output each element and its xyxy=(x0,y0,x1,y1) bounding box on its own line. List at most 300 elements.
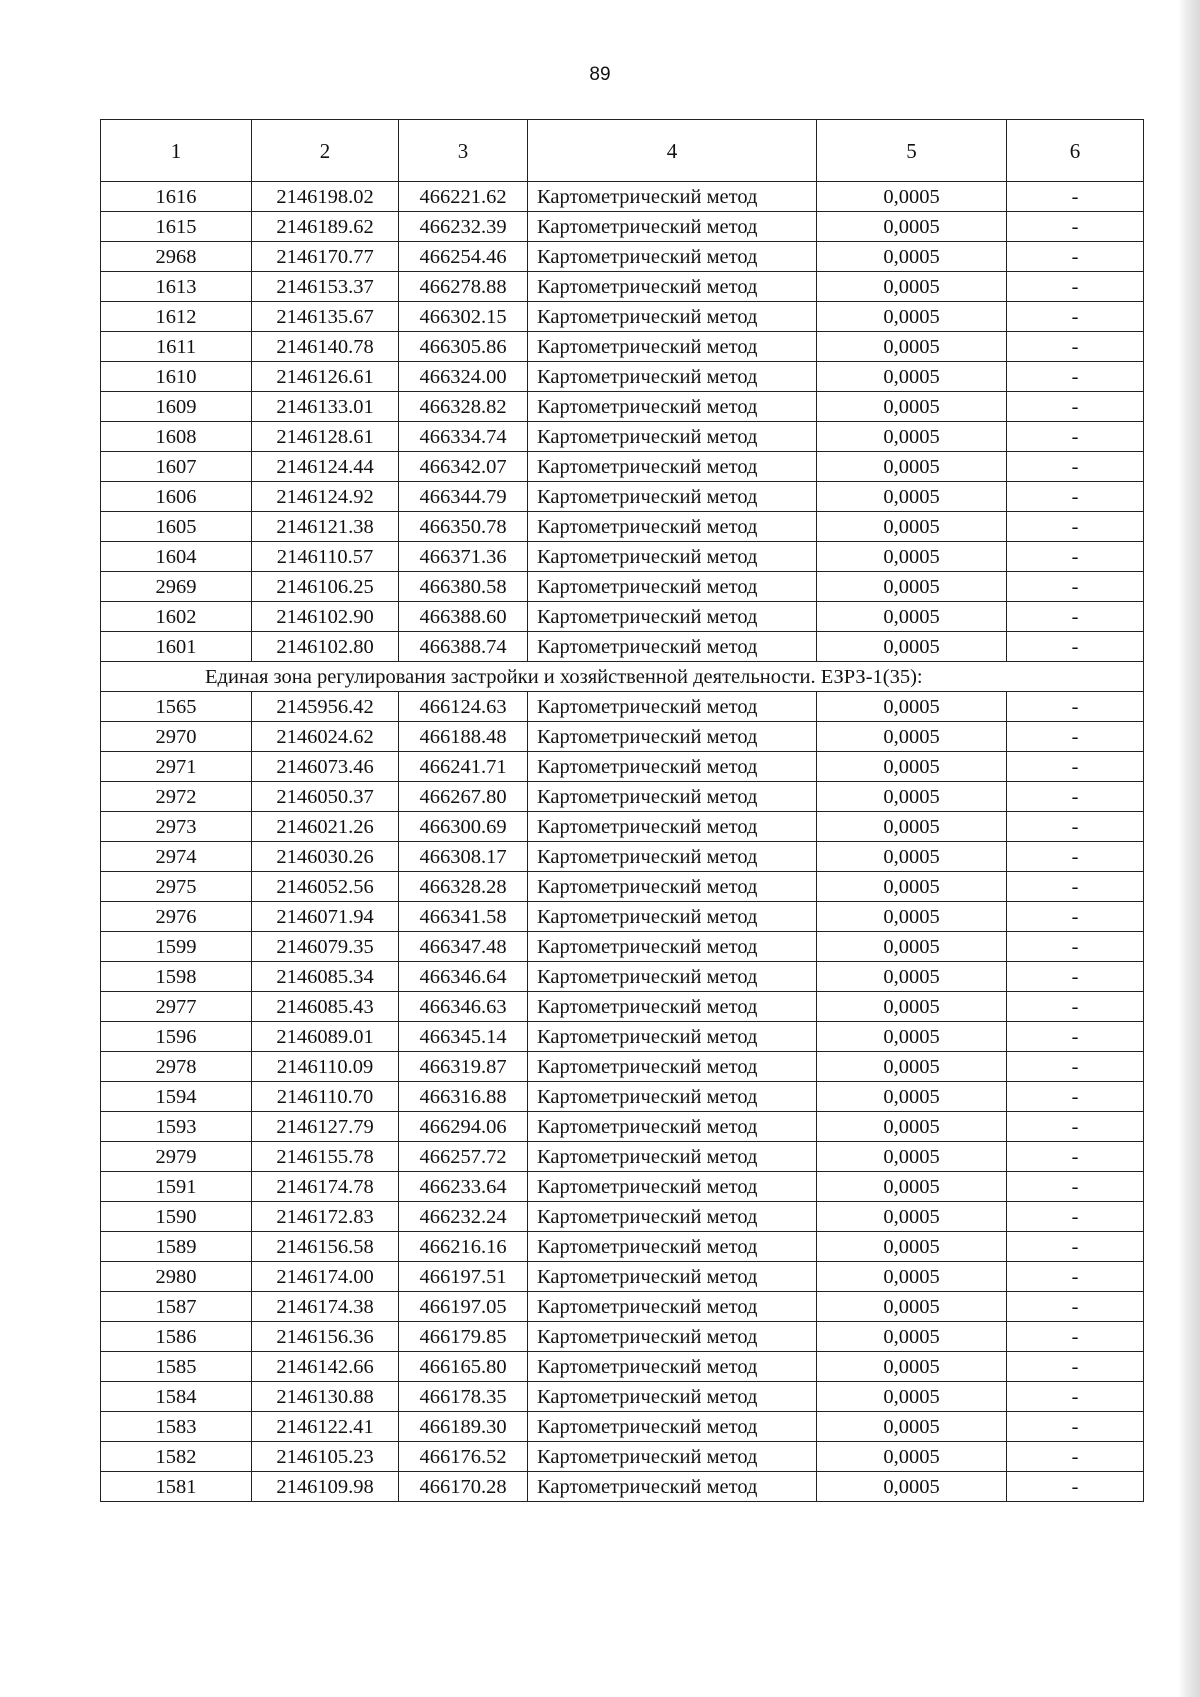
cell-note: - xyxy=(1007,902,1144,932)
cell-x-coordinate: 2146140.78 xyxy=(252,332,399,362)
cell-point-number: 1606 xyxy=(101,482,252,512)
cell-y-coordinate: 466197.05 xyxy=(399,1292,528,1322)
cell-point-number: 1610 xyxy=(101,362,252,392)
cell-point-number: 1604 xyxy=(101,542,252,572)
cell-note: - xyxy=(1007,1292,1144,1322)
cell-method: Картометрический метод xyxy=(528,962,817,992)
cell-method: Картометрический метод xyxy=(528,182,817,212)
table-row xyxy=(101,332,1144,362)
table-row xyxy=(101,902,1144,932)
cell-x-coordinate: 2146079.35 xyxy=(252,932,399,962)
cell-x-coordinate: 2146198.02 xyxy=(252,182,399,212)
table-row xyxy=(101,422,1144,452)
cell-y-coordinate: 466305.86 xyxy=(399,332,528,362)
cell-note: - xyxy=(1007,1322,1144,1352)
cell-x-coordinate: 2146024.62 xyxy=(252,722,399,752)
table-row xyxy=(101,1052,1144,1082)
cell-point-number: 1581 xyxy=(101,1472,252,1502)
cell-y-coordinate: 466302.15 xyxy=(399,302,528,332)
cell-method: Картометрический метод xyxy=(528,1232,817,1262)
cell-y-coordinate: 466342.07 xyxy=(399,452,528,482)
cell-point-number: 1607 xyxy=(101,452,252,482)
section-title: Единая зона регулирования застройки и хозяйственной деятельности. ЕЗРЗ-1(35): xyxy=(101,662,1144,692)
cell-method: Картометрический метод xyxy=(528,932,817,962)
cell-method: Картометрический метод xyxy=(528,632,817,662)
scan-edge xyxy=(1178,0,1200,1697)
cell-x-coordinate: 2146133.01 xyxy=(252,392,399,422)
cell-point-number: 1615 xyxy=(101,212,252,242)
cell-x-coordinate: 2146071.94 xyxy=(252,902,399,932)
table-row xyxy=(101,212,1144,242)
cell-note: - xyxy=(1007,602,1144,632)
cell-note: - xyxy=(1007,332,1144,362)
cell-x-coordinate: 2146174.78 xyxy=(252,1172,399,1202)
cell-method: Картометрический метод xyxy=(528,1322,817,1352)
cell-y-coordinate: 466319.87 xyxy=(399,1052,528,1082)
cell-note: - xyxy=(1007,422,1144,452)
table-row xyxy=(101,932,1144,962)
cell-point-number: 1613 xyxy=(101,272,252,302)
cell-accuracy: 0,0005 xyxy=(817,1172,1007,1202)
cell-accuracy: 0,0005 xyxy=(817,932,1007,962)
cell-y-coordinate: 466388.74 xyxy=(399,632,528,662)
cell-x-coordinate: 2146085.43 xyxy=(252,992,399,1022)
cell-method: Картометрический метод xyxy=(528,212,817,242)
cell-note: - xyxy=(1007,1262,1144,1292)
cell-point-number: 1594 xyxy=(101,1082,252,1112)
cell-note: - xyxy=(1007,1472,1144,1502)
coordinates-table xyxy=(100,119,1144,1502)
cell-y-coordinate: 466308.17 xyxy=(399,842,528,872)
table-row xyxy=(101,1202,1144,1232)
cell-y-coordinate: 466328.82 xyxy=(399,392,528,422)
table-row xyxy=(101,782,1144,812)
table-row xyxy=(101,482,1144,512)
cell-accuracy: 0,0005 xyxy=(817,242,1007,272)
cell-note: - xyxy=(1007,632,1144,662)
table-row xyxy=(101,632,1144,662)
cell-note: - xyxy=(1007,452,1144,482)
cell-note: - xyxy=(1007,542,1144,572)
cell-method: Картометрический метод xyxy=(528,362,817,392)
cell-accuracy: 0,0005 xyxy=(817,1412,1007,1442)
cell-note: - xyxy=(1007,1382,1144,1412)
cell-method: Картометрический метод xyxy=(528,752,817,782)
table-row xyxy=(101,542,1144,572)
cell-method: Картометрический метод xyxy=(528,692,817,722)
cell-accuracy: 0,0005 xyxy=(817,782,1007,812)
cell-point-number: 1596 xyxy=(101,1022,252,1052)
cell-accuracy: 0,0005 xyxy=(817,1082,1007,1112)
cell-note: - xyxy=(1007,512,1144,542)
cell-y-coordinate: 466344.79 xyxy=(399,482,528,512)
cell-accuracy: 0,0005 xyxy=(817,1202,1007,1232)
cell-x-coordinate: 2146110.09 xyxy=(252,1052,399,1082)
cell-note: - xyxy=(1007,362,1144,392)
cell-point-number: 1599 xyxy=(101,932,252,962)
table-row xyxy=(101,302,1144,332)
cell-method: Картометрический метод xyxy=(528,1052,817,1082)
cell-note: - xyxy=(1007,1412,1144,1442)
cell-accuracy: 0,0005 xyxy=(817,392,1007,422)
cell-y-coordinate: 466179.85 xyxy=(399,1322,528,1352)
cell-accuracy: 0,0005 xyxy=(817,1382,1007,1412)
cell-x-coordinate: 2146153.37 xyxy=(252,272,399,302)
table-row xyxy=(101,572,1144,602)
cell-note: - xyxy=(1007,1052,1144,1082)
cell-y-coordinate: 466267.80 xyxy=(399,782,528,812)
cell-y-coordinate: 466278.88 xyxy=(399,272,528,302)
cell-y-coordinate: 466371.36 xyxy=(399,542,528,572)
cell-note: - xyxy=(1007,1442,1144,1472)
cell-method: Картометрический метод xyxy=(528,302,817,332)
cell-accuracy: 0,0005 xyxy=(817,962,1007,992)
cell-point-number: 1601 xyxy=(101,632,252,662)
cell-x-coordinate: 2146170.77 xyxy=(252,242,399,272)
table-row xyxy=(101,1172,1144,1202)
cell-note: - xyxy=(1007,482,1144,512)
header-cell-4: 4 xyxy=(528,120,817,182)
cell-x-coordinate: 2146155.78 xyxy=(252,1142,399,1172)
cell-accuracy: 0,0005 xyxy=(817,1352,1007,1382)
cell-x-coordinate: 2146105.23 xyxy=(252,1442,399,1472)
cell-x-coordinate: 2146110.70 xyxy=(252,1082,399,1112)
cell-point-number: 1608 xyxy=(101,422,252,452)
cell-x-coordinate: 2146030.26 xyxy=(252,842,399,872)
cell-method: Картометрический метод xyxy=(528,422,817,452)
cell-method: Картометрический метод xyxy=(528,392,817,422)
cell-y-coordinate: 466294.06 xyxy=(399,1112,528,1142)
cell-note: - xyxy=(1007,842,1144,872)
cell-point-number: 1565 xyxy=(101,692,252,722)
cell-accuracy: 0,0005 xyxy=(817,572,1007,602)
cell-y-coordinate: 466241.71 xyxy=(399,752,528,782)
cell-method: Картометрический метод xyxy=(528,272,817,302)
cell-accuracy: 0,0005 xyxy=(817,512,1007,542)
cell-note: - xyxy=(1007,1352,1144,1382)
cell-method: Картометрический метод xyxy=(528,1292,817,1322)
cell-accuracy: 0,0005 xyxy=(817,1262,1007,1292)
table-row xyxy=(101,182,1144,212)
cell-y-coordinate: 466232.24 xyxy=(399,1202,528,1232)
cell-accuracy: 0,0005 xyxy=(817,1112,1007,1142)
cell-point-number: 1584 xyxy=(101,1382,252,1412)
cell-note: - xyxy=(1007,242,1144,272)
cell-x-coordinate: 2146073.46 xyxy=(252,752,399,782)
cell-point-number: 1583 xyxy=(101,1412,252,1442)
cell-accuracy: 0,0005 xyxy=(817,272,1007,302)
cell-method: Картометрический метод xyxy=(528,1172,817,1202)
table-row xyxy=(101,1322,1144,1352)
cell-point-number: 1611 xyxy=(101,332,252,362)
table-row xyxy=(101,242,1144,272)
cell-note: - xyxy=(1007,392,1144,422)
cell-note: - xyxy=(1007,1232,1144,1262)
cell-accuracy: 0,0005 xyxy=(817,482,1007,512)
cell-x-coordinate: 2146089.01 xyxy=(252,1022,399,1052)
page-number: 89 xyxy=(589,64,611,85)
cell-point-number: 1605 xyxy=(101,512,252,542)
cell-y-coordinate: 466176.52 xyxy=(399,1442,528,1472)
cell-method: Картометрический метод xyxy=(528,1202,817,1232)
cell-y-coordinate: 466346.63 xyxy=(399,992,528,1022)
cell-point-number: 2970 xyxy=(101,722,252,752)
cell-method: Картометрический метод xyxy=(528,1382,817,1412)
cell-point-number: 1585 xyxy=(101,1352,252,1382)
cell-note: - xyxy=(1007,782,1144,812)
cell-note: - xyxy=(1007,692,1144,722)
cell-note: - xyxy=(1007,182,1144,212)
cell-y-coordinate: 466388.60 xyxy=(399,602,528,632)
cell-accuracy: 0,0005 xyxy=(817,212,1007,242)
cell-accuracy: 0,0005 xyxy=(817,842,1007,872)
cell-point-number: 2973 xyxy=(101,812,252,842)
cell-y-coordinate: 466380.58 xyxy=(399,572,528,602)
cell-x-coordinate: 2146106.25 xyxy=(252,572,399,602)
table-row xyxy=(101,1382,1144,1412)
cell-x-coordinate: 2146109.98 xyxy=(252,1472,399,1502)
cell-x-coordinate: 2146156.36 xyxy=(252,1322,399,1352)
header-cell-2: 2 xyxy=(252,120,399,182)
cell-y-coordinate: 466188.48 xyxy=(399,722,528,752)
cell-point-number: 2978 xyxy=(101,1052,252,1082)
cell-point-number: 2975 xyxy=(101,872,252,902)
cell-point-number: 1590 xyxy=(101,1202,252,1232)
cell-accuracy: 0,0005 xyxy=(817,992,1007,1022)
cell-y-coordinate: 466334.74 xyxy=(399,422,528,452)
cell-x-coordinate: 2146021.26 xyxy=(252,812,399,842)
table-row xyxy=(101,1082,1144,1112)
cell-point-number: 2980 xyxy=(101,1262,252,1292)
cell-x-coordinate: 2146122.41 xyxy=(252,1412,399,1442)
table-row xyxy=(101,1292,1144,1322)
cell-note: - xyxy=(1007,1172,1144,1202)
cell-accuracy: 0,0005 xyxy=(817,1472,1007,1502)
cell-point-number: 1591 xyxy=(101,1172,252,1202)
cell-x-coordinate: 2146156.58 xyxy=(252,1232,399,1262)
cell-y-coordinate: 466350.78 xyxy=(399,512,528,542)
table-row xyxy=(101,872,1144,902)
cell-x-coordinate: 2146124.44 xyxy=(252,452,399,482)
cell-accuracy: 0,0005 xyxy=(817,752,1007,782)
table-row xyxy=(101,1472,1144,1502)
cell-method: Картометрический метод xyxy=(528,1142,817,1172)
table-row xyxy=(101,392,1144,422)
cell-y-coordinate: 466346.64 xyxy=(399,962,528,992)
cell-point-number: 1587 xyxy=(101,1292,252,1322)
cell-accuracy: 0,0005 xyxy=(817,692,1007,722)
cell-y-coordinate: 466233.64 xyxy=(399,1172,528,1202)
cell-accuracy: 0,0005 xyxy=(817,602,1007,632)
cell-method: Картометрический метод xyxy=(528,1022,817,1052)
table-header xyxy=(101,120,1144,182)
cell-method: Картометрический метод xyxy=(528,722,817,752)
cell-point-number: 1598 xyxy=(101,962,252,992)
table-row xyxy=(101,1142,1144,1172)
table-row xyxy=(101,1022,1144,1052)
cell-point-number: 2969 xyxy=(101,572,252,602)
table-row xyxy=(101,692,1144,722)
cell-x-coordinate: 2146128.61 xyxy=(252,422,399,452)
table-row xyxy=(101,1232,1144,1262)
table-row xyxy=(101,842,1144,872)
cell-x-coordinate: 2145956.42 xyxy=(252,692,399,722)
table-row xyxy=(101,1442,1144,1472)
cell-note: - xyxy=(1007,992,1144,1022)
cell-accuracy: 0,0005 xyxy=(817,452,1007,482)
cell-point-number: 1589 xyxy=(101,1232,252,1262)
table-row xyxy=(101,1412,1144,1442)
cell-point-number: 2976 xyxy=(101,902,252,932)
cell-y-coordinate: 466316.88 xyxy=(399,1082,528,1112)
cell-y-coordinate: 466170.28 xyxy=(399,1472,528,1502)
table-row xyxy=(101,362,1144,392)
cell-note: - xyxy=(1007,1202,1144,1232)
cell-method: Картометрический метод xyxy=(528,782,817,812)
table-row xyxy=(101,992,1144,1022)
cell-accuracy: 0,0005 xyxy=(817,812,1007,842)
cell-accuracy: 0,0005 xyxy=(817,1322,1007,1352)
cell-point-number: 1609 xyxy=(101,392,252,422)
cell-method: Картометрический метод xyxy=(528,842,817,872)
cell-y-coordinate: 466197.51 xyxy=(399,1262,528,1292)
cell-x-coordinate: 2146172.83 xyxy=(252,1202,399,1232)
table-body xyxy=(101,182,1144,1502)
cell-note: - xyxy=(1007,272,1144,302)
cell-x-coordinate: 2146124.92 xyxy=(252,482,399,512)
cell-note: - xyxy=(1007,212,1144,242)
header-cell-5: 5 xyxy=(817,120,1007,182)
cell-y-coordinate: 466165.80 xyxy=(399,1352,528,1382)
table-row xyxy=(101,752,1144,782)
cell-accuracy: 0,0005 xyxy=(817,422,1007,452)
cell-y-coordinate: 466221.62 xyxy=(399,182,528,212)
cell-accuracy: 0,0005 xyxy=(817,1232,1007,1262)
cell-point-number: 1612 xyxy=(101,302,252,332)
cell-accuracy: 0,0005 xyxy=(817,632,1007,662)
cell-accuracy: 0,0005 xyxy=(817,332,1007,362)
cell-y-coordinate: 466257.72 xyxy=(399,1142,528,1172)
cell-note: - xyxy=(1007,872,1144,902)
cell-y-coordinate: 466345.14 xyxy=(399,1022,528,1052)
cell-method: Картометрический метод xyxy=(528,1412,817,1442)
cell-x-coordinate: 2146174.38 xyxy=(252,1292,399,1322)
cell-x-coordinate: 2146127.79 xyxy=(252,1112,399,1142)
cell-note: - xyxy=(1007,932,1144,962)
cell-method: Картометрический метод xyxy=(528,1352,817,1382)
header-row xyxy=(101,120,1144,182)
cell-point-number: 1582 xyxy=(101,1442,252,1472)
cell-point-number: 2972 xyxy=(101,782,252,812)
cell-method: Картометрический метод xyxy=(528,542,817,572)
cell-method: Картометрический метод xyxy=(528,1262,817,1292)
cell-accuracy: 0,0005 xyxy=(817,182,1007,212)
cell-accuracy: 0,0005 xyxy=(817,302,1007,332)
cell-note: - xyxy=(1007,1142,1144,1172)
cell-point-number: 2968 xyxy=(101,242,252,272)
cell-point-number: 2979 xyxy=(101,1142,252,1172)
cell-method: Картометрический метод xyxy=(528,1442,817,1472)
cell-method: Картометрический метод xyxy=(528,242,817,272)
cell-point-number: 1616 xyxy=(101,182,252,212)
cell-y-coordinate: 466254.46 xyxy=(399,242,528,272)
cell-y-coordinate: 466341.58 xyxy=(399,902,528,932)
cell-method: Картометрический метод xyxy=(528,812,817,842)
cell-x-coordinate: 2146121.38 xyxy=(252,512,399,542)
cell-x-coordinate: 2146126.61 xyxy=(252,362,399,392)
table-row xyxy=(101,1262,1144,1292)
cell-note: - xyxy=(1007,812,1144,842)
cell-note: - xyxy=(1007,1082,1144,1112)
table-row xyxy=(101,452,1144,482)
cell-accuracy: 0,0005 xyxy=(817,1142,1007,1172)
section-row xyxy=(101,662,1144,692)
cell-accuracy: 0,0005 xyxy=(817,362,1007,392)
header-cell-1: 1 xyxy=(101,120,252,182)
table-row xyxy=(101,962,1144,992)
cell-note: - xyxy=(1007,722,1144,752)
cell-x-coordinate: 2146189.62 xyxy=(252,212,399,242)
cell-y-coordinate: 466124.63 xyxy=(399,692,528,722)
cell-x-coordinate: 2146174.00 xyxy=(252,1262,399,1292)
cell-accuracy: 0,0005 xyxy=(817,902,1007,932)
cell-point-number: 1593 xyxy=(101,1112,252,1142)
cell-method: Картометрический метод xyxy=(528,482,817,512)
cell-note: - xyxy=(1007,572,1144,602)
cell-method: Картометрический метод xyxy=(528,872,817,902)
cell-note: - xyxy=(1007,302,1144,332)
cell-method: Картометрический метод xyxy=(528,992,817,1022)
cell-accuracy: 0,0005 xyxy=(817,1292,1007,1322)
cell-y-coordinate: 466347.48 xyxy=(399,932,528,962)
cell-y-coordinate: 466300.69 xyxy=(399,812,528,842)
cell-x-coordinate: 2146142.66 xyxy=(252,1352,399,1382)
cell-method: Картометрический метод xyxy=(528,332,817,362)
cell-x-coordinate: 2146102.80 xyxy=(252,632,399,662)
table-row xyxy=(101,1112,1144,1142)
cell-accuracy: 0,0005 xyxy=(817,872,1007,902)
header-cell-3: 3 xyxy=(399,120,528,182)
cell-y-coordinate: 466189.30 xyxy=(399,1412,528,1442)
cell-note: - xyxy=(1007,1112,1144,1142)
cell-x-coordinate: 2146052.56 xyxy=(252,872,399,902)
cell-x-coordinate: 2146130.88 xyxy=(252,1382,399,1412)
cell-y-coordinate: 466178.35 xyxy=(399,1382,528,1412)
cell-method: Картометрический метод xyxy=(528,1112,817,1142)
cell-x-coordinate: 2146050.37 xyxy=(252,782,399,812)
cell-method: Картометрический метод xyxy=(528,602,817,632)
cell-accuracy: 0,0005 xyxy=(817,1442,1007,1472)
cell-method: Картометрический метод xyxy=(528,512,817,542)
cell-method: Картометрический метод xyxy=(528,902,817,932)
cell-method: Картометрический метод xyxy=(528,572,817,602)
cell-point-number: 2974 xyxy=(101,842,252,872)
cell-y-coordinate: 466328.28 xyxy=(399,872,528,902)
cell-y-coordinate: 466216.16 xyxy=(399,1232,528,1262)
table-row xyxy=(101,812,1144,842)
cell-x-coordinate: 2146102.90 xyxy=(252,602,399,632)
table-row xyxy=(101,602,1144,632)
cell-method: Картометрический метод xyxy=(528,1472,817,1502)
cell-y-coordinate: 466324.00 xyxy=(399,362,528,392)
cell-accuracy: 0,0005 xyxy=(817,542,1007,572)
cell-note: - xyxy=(1007,1022,1144,1052)
cell-x-coordinate: 2146110.57 xyxy=(252,542,399,572)
cell-accuracy: 0,0005 xyxy=(817,1052,1007,1082)
cell-method: Картометрический метод xyxy=(528,1082,817,1112)
cell-point-number: 2977 xyxy=(101,992,252,1022)
cell-note: - xyxy=(1007,752,1144,782)
